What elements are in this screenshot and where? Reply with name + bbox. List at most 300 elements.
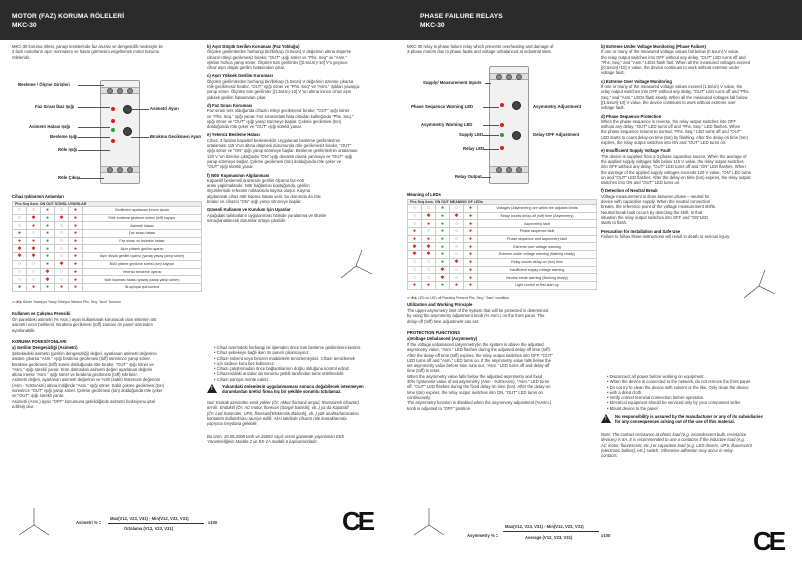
led-state-icon: ● <box>468 274 473 281</box>
text-line: If one or many of the measured voltage values exceed (1.5xUn) V value, the <box>601 84 743 90</box>
section-heading: e) Insufficient Supply Voltage Fault <box>601 148 671 154</box>
text-line: When the phase sequence is reverse, the relay output switches into OFF <box>601 118 736 124</box>
led-state-icon: ● <box>31 222 36 229</box>
led-state-icon: ○ <box>31 268 36 275</box>
bullet-item: • Cihaz üzerindeki herhangi bir işlemden önce tüm besleme gerilimlerini kesiniz. <box>214 345 362 350</box>
led-state-icon: ✱ <box>454 259 459 266</box>
led-meaning: Aşırı düşük gerilim uyarısı (yavaş yavaş yanıp söner) <box>83 253 202 261</box>
led-state-icon: ● <box>440 205 445 212</box>
table-row <box>408 243 597 251</box>
led-state-icon: ● <box>468 259 473 266</box>
led-state-icon: ○ <box>17 207 22 214</box>
led-state-icon: ● <box>73 276 78 283</box>
text-line: the applied supply voltages falls below 115 V value, the relay output switches <box>601 158 744 164</box>
bullet-item: • için sadece kuru bez kullanınız. <box>214 360 275 366</box>
text-line: bırakır ve cihazın "ON" ışığı yanıp sönmeye başlar. <box>207 199 302 205</box>
text-line: device with capacitive supply. When the neutral connection <box>601 199 711 205</box>
text-line: "Phs. Seq." and "Asm." LEDs flash fast. When all the measured voltages exceed <box>601 59 751 65</box>
led-state-icon: ○ <box>412 205 417 212</box>
label-supply-led: Besleme Işığı <box>50 134 78 139</box>
bullet-item: • Disconnect all power before working on equipment. <box>607 374 705 379</box>
text-line: The device is supplied from a 3-phase capacitive source. When the average of <box>601 153 747 159</box>
led-state-icon: ● <box>45 261 50 268</box>
led-table-title: Meaning of LEDs <box>407 192 441 197</box>
led-state-icon: ○ <box>59 230 64 237</box>
section-heading: f) Nötr Kopmasının Algılanması <box>207 172 270 178</box>
text-line: switches into ON and "OUT" LED turns on. <box>601 180 681 186</box>
label-delay-adj: Bırakma Gecikmesi Ayarı <box>150 134 202 139</box>
text-line: voltage fault. <box>601 105 625 111</box>
neutral-break-diagram <box>741 268 777 304</box>
supply-led <box>111 128 115 132</box>
label-relay-led: Röle Işığı <box>58 147 78 152</box>
text-line: ışığı söner ve "OUT" ışığı yanıp sönmeye başlar. Çekme gecikmesi (ton) <box>207 118 342 124</box>
model-name: MKC-30 <box>420 22 445 29</box>
protection-a-title: a)Voltage Unbalanced (Asymmetry) <box>407 336 478 341</box>
text-line: röle gecikmesiz bırakır, "OUT" ışığı söner ve "Phs. Seq" ve "Asm." ışıkları yavaşça <box>207 84 360 90</box>
led-state-icon: ○ <box>31 207 36 214</box>
text-line: Faz sırası ters olduğunda cihazın röleyi gecikmesiz bırakır, "OUT" ışığı söner <box>207 108 350 114</box>
text-line: situation the relay output switches into OFF and "ON"LED <box>601 214 709 220</box>
text-line: sonuçlanabilecek durumlar ortaya çıkabilir. <box>207 217 286 223</box>
bullet-item: • Cihazınızdaki arızalar da sorumlu yetkili tarafından tamir ettirilmelidir. <box>214 371 345 377</box>
led-state-icon: ● <box>412 282 417 289</box>
formula-denominator: Average (V12, V23, V31) <box>525 535 573 540</box>
led-state-icon: ● <box>73 261 78 268</box>
led-state-icon: ● <box>31 238 36 245</box>
protection-title: PROTECTION FUNCTIONS <box>407 330 461 335</box>
bullet-item: • Cihaz şebekeye bağlı iken ön paneli çıkarmayınız. <box>214 350 310 356</box>
note-text: Not: Kontak üzerinden emik yükler (Ör: Akkor flamanlı ampul, Rezistanslı cihazlar) 8A'dir. Endüktif (Ör: AC motor, floresan (Sargılı balastlı), vb..) ya da Kapasitif (Ör: Led Sürücüler, UPS, floresanl(Elektronik Balastlı), vb..) yük anahtarlanacaksa kontaktör kullanılması tavsiye edilir. Aksi takdirde cihazın röle kontaklarında yapışma meydana gelebilir. <box>207 400 360 427</box>
led-state-icon: ● <box>426 236 431 243</box>
led-state-icon: ○ <box>412 266 417 273</box>
english-page <box>401 0 802 567</box>
led-state-icon: ● <box>45 245 50 252</box>
led-state-icon: ● <box>31 284 36 291</box>
led-state-icon: ✱ <box>17 253 22 260</box>
usage-title: Kullanım ve Çalışma Prensibi <box>12 311 71 316</box>
led-state-icon: ○ <box>454 251 459 258</box>
section-heading: f) Detection of Neutral Break <box>601 188 658 194</box>
text-line: knob is adjusted to "OFF" position <box>407 405 471 411</box>
page-header <box>0 0 401 40</box>
text-line: When the asymmetry value falls below the adjusted asymmetry and fixed <box>407 373 543 379</box>
led-state-icon: ○ <box>59 207 64 214</box>
led-state-icon: ○ <box>454 274 459 281</box>
table-row <box>13 237 202 245</box>
bullet-item: • Cihazı çalıştırmadan önce bağlantılarının doğru olduğunu kontrol ediniz. <box>214 366 351 372</box>
text-line: If the voltage unbalanced (asymmetry)in the system is above the adjusted <box>407 342 544 347</box>
relay-led <box>500 146 504 150</box>
led-state-icon: ● <box>73 253 78 260</box>
table-row <box>13 260 202 268</box>
model-name: MKC-30 <box>12 22 37 29</box>
led-meaning-table: Phs Seq Asm. ON OUT MEANING OF LEDs ○ ○ ● ○ ● Voltages (Asymmetry) are within the adjusted limits ○ ✱ ● ✱ ● Relay counts delay-off (toff) time (Asymmetry) ○ ● ● ○ ● Asymmetry fault ● ○ ● ○ ● Phase sequence fault ● ● ● ○ ● Phase sequence and asymmetry fault ✱ ✱ ● ○ ● Extreme over voltage warning ✱ ✱ ● ○ ● Extreme under voltage warning (flashing slowly) ○ ○ ● ✱ ● Relay counts delay-on (ton) time ○ ○ ✱ ○ ● Insufficient supply voltage warning ○ ○ ✱ ○ ● Neutral break warning (flashing slowly) ● ● ● ● ● Light control at first start-up <box>407 199 597 290</box>
led-state-icon: ○ <box>454 228 459 235</box>
section-heading: d) Faz Sırası Koruması <box>207 102 253 108</box>
led-state-icon: ✱ <box>45 276 50 283</box>
led-state-icon: ✱ <box>440 274 445 281</box>
led-state-icon: ● <box>45 207 50 214</box>
ce-mark: CE <box>342 506 373 536</box>
led-state-icon: ○ <box>31 261 36 268</box>
led-state-icon: ● <box>440 228 445 235</box>
led-meaning: Bölü çekme gecikme süresi (ton) sayıyor <box>83 260 202 268</box>
utilization-title: Utilization and Working Principle <box>407 302 473 307</box>
text-line: time (toff) is reset. <box>407 368 441 374</box>
right-right-column <box>601 44 751 239</box>
table-row <box>408 274 597 282</box>
led-state-icon: ● <box>440 236 445 243</box>
led-state-icon: ● <box>17 230 22 237</box>
table-row <box>408 212 597 220</box>
text-line: Kapasitif beslemeli ürünlerde gerilim ölçümü faz-nötr <box>207 177 305 183</box>
led-state-icon: ○ <box>426 205 431 212</box>
text-line: Neutral break fault occurs by detecting the shift. In that <box>601 209 703 215</box>
section-heading: c) Extreme Over Voltage Monitoring <box>601 78 672 84</box>
intro-text: MKC-30 relay is phase failure relay which prevents overheating and damage of 3-phase motors due to phase faults and voltage unbalanced at industrial sites. <box>407 44 554 55</box>
text-line: ışığı söner ve "ON" ışığı yanıp sönmeye başlar. Besleme gerilimlerinin ortalaması <box>207 148 358 154</box>
led-meaning: Relay counts delay-on (ton) time <box>478 258 597 266</box>
text-line: Seq." and "Asm." LEDs flash slowly. When all the measured voltages fall below <box>601 94 748 100</box>
led-state-icon: ○ <box>426 228 431 235</box>
led-state-icon: ● <box>412 228 417 235</box>
text-line: cihaz aşırı düşük gerilim hatasından çıkar. <box>207 65 285 71</box>
table-row <box>13 276 202 284</box>
led-state-icon: ● <box>73 215 78 222</box>
text-line: ortalaması 115 V'un altına düşmesi durumunda röle gecikmesiz bırakır, "OUT" <box>207 143 352 149</box>
text-line: time (ton) expires, the relay output switches into ON, "OUT" LED turns on <box>407 389 543 395</box>
protection-a-text <box>407 342 553 411</box>
led-legend: ●○✱◉ Söner Yanmıyor Yanıp Sönüyor Mevcut Phs. Seq. "Asm" Durumu <box>12 300 121 304</box>
led-meaning: İlk açılışta ışık kontrol <box>83 283 202 291</box>
label-supply-inputs: Supply/ Measurement Inputs <box>423 80 482 85</box>
text-line: the average of the applied supply voltages exceeds 120 V value, "ON" LED turns <box>601 169 751 175</box>
warning-text: Yukarıdaki önlemlerin uygulanmaması sonucu doğabilecek istenmeyen durumlardan üretici firma hiç bir şekilde sorumlu tutulamaz. <box>222 384 364 395</box>
led-state-icon: ○ <box>17 276 22 283</box>
led-state-icon: ○ <box>454 205 459 212</box>
led-meaning: Röle bırakma gecikme süresi (toff) sayıyor <box>83 214 202 222</box>
led-state-icon: ● <box>17 284 22 291</box>
table-row <box>13 268 202 276</box>
led-state-icon: ● <box>45 284 50 291</box>
led-state-icon: ✱ <box>31 253 36 260</box>
page-header <box>401 0 802 40</box>
led-meaning: Nötr kopması hatası (yavaş yavaş yanıp söner) <box>83 276 202 284</box>
text-line: starts to flash. <box>601 220 628 226</box>
formula-label: Asimetri % = <box>76 520 102 525</box>
led-meaning: Neutral break warning (flashing slowly) <box>478 274 597 282</box>
text-line: After the delay-off time (toff) expires, the relay output switches into OFF, "OUT" <box>407 352 553 358</box>
led-state-icon: ○ <box>454 243 459 250</box>
safety-bullets <box>214 345 362 382</box>
section-heading: c) Aşırı Yüksek Gerilim Koruması <box>207 73 273 79</box>
text-line: expires, the relay output switches into ON and "OUT" LED turns on. <box>601 140 727 146</box>
section-heading: Güvenli Kullanım ve Kurulum İçin Uyarılar <box>207 207 291 213</box>
bullet-item: • Mount device to the panel <box>607 405 658 411</box>
asymmetry-knob <box>512 101 521 110</box>
ce-mark: CE <box>753 526 784 556</box>
bullet-item: • Cihazı solvent veya benzeri maddelerle temizlemeyiniz. Cihazı temizlemek <box>214 355 355 361</box>
text-line: breaks, the reference point of the voltage measurement shifts. <box>601 204 716 210</box>
label-supply-led: Supply LED <box>459 132 484 137</box>
bullet-item: • When the device is connected to the network, do not remove the front panel. <box>607 379 752 385</box>
table-row <box>13 230 202 238</box>
delay-knob <box>123 127 132 136</box>
text-line: üstüne çıkarsa "Asm." ışığı bırakma gecikmesi (toff) süresince yanıp söner. <box>12 356 151 362</box>
section-heading: b) Extreme Under Voltage Monitoring (Phase Failure) <box>601 44 706 49</box>
led-state-icon: ✱ <box>426 243 431 250</box>
table-row <box>408 251 597 259</box>
text-line: Voltage measurement is done between phase – neutral for <box>601 193 710 199</box>
led-state-icon: ● <box>454 282 459 289</box>
led-state-icon: ○ <box>412 213 417 220</box>
led-meaning: Voltages (Asymmetry) are within the adjusted limits <box>478 205 597 213</box>
text-line: (Asm - %30xAsm) altına indiğinde "Asm." ışığı söner. Sabit çekme gecikmesi (ton) <box>12 382 165 388</box>
led-state-icon: ● <box>45 215 50 222</box>
text-line: voltage fault. <box>601 70 625 76</box>
text-line: ve "OUT" ışığı sürekli yanar. <box>12 393 65 399</box>
led-state-icon: ✱ <box>45 268 50 275</box>
label-relay-output: Röle Çıkışı <box>58 175 80 180</box>
led-state-icon: ● <box>468 282 473 289</box>
phase-sequence-led <box>500 103 504 107</box>
led-state-icon: ● <box>45 253 50 260</box>
neutral-break-diagram <box>338 248 374 284</box>
led-state-icon: ● <box>468 236 473 243</box>
led-state-icon: ● <box>468 220 473 227</box>
text-line: Asimetri değeri, ayarlanan asimetri değerinin ve %30 (sabit) histerezis değerinin <box>12 377 161 383</box>
led-meaning: Faz sırası hatası <box>83 230 202 238</box>
table-row <box>13 207 202 215</box>
table-row <box>13 222 202 230</box>
text-line: 120 V 'un üzerine çıktığında "ON" ışığı devamlı olarak yanmaya ve "OUT" ışığı <box>207 153 353 159</box>
relay-device <box>100 80 140 184</box>
regulation-text: Bu ürün, 30.05.2008 tarih ve 26893 sayılı resmi gazetede yayınlanan EEE Yönetmeliğinin Madde 2 ve EK-1A madde 6 kapsamındadır. <box>207 434 345 445</box>
page-title: MOTOR (FAZ) KORUMA RÖLELERİ <box>12 13 125 20</box>
led-state-icon: ● <box>440 259 445 266</box>
section-heading: e) Yetersiz Besleme Hatası <box>207 132 260 138</box>
led-state-icon: ● <box>468 205 473 212</box>
table-row <box>408 235 597 243</box>
text-line: ölçümlerinde referans noktasında kayma oluşur. Kayma <box>207 188 311 194</box>
led-meaning: Phase sequence fault <box>478 228 597 236</box>
led-state-icon: ○ <box>426 274 431 281</box>
utilization-text: The upper asymmetry limit of the system that will be protected is determined by using the asymmetry adjustment knob (% Asm.) on the front panel. The delay-off (toff) time adjustment can set. <box>407 308 549 324</box>
table-row <box>408 266 597 274</box>
asymmetry-vector-diagram <box>14 505 54 545</box>
text-line: [(1.5xUn)-10] V value, the device continues to work without extreme over <box>601 99 736 105</box>
text-line: asymmetry value, "Asm." LED flashes during the adjusted delay-off time (toff). <box>407 347 552 353</box>
led-state-icon: ○ <box>59 238 64 245</box>
led-state-icon: ✱ <box>412 243 417 250</box>
led-state-icon: ● <box>17 238 22 245</box>
text-line: edilmiş olur. <box>12 403 35 409</box>
led-state-icon: ○ <box>412 259 417 266</box>
text-line: The asymmetry function is disabled when the asymmetry adjustment (%Asm.) <box>407 400 552 406</box>
warning-text: No responsibility is assured by the manufacturer or any of its subsidiaries for any consequences arising out of the use of this material. <box>615 414 763 425</box>
text-line: off. "OUT" LED flashes during the fixed delay-on time (ton). After the delay-on <box>407 384 551 390</box>
led-state-icon: ○ <box>59 245 64 252</box>
led-state-icon: ● <box>45 230 50 237</box>
usage-text: Ön paneldeki asimetri (% Asm.) ayarı kullanılarak korunacak olan sistemin üst asimetri sınırı belirlenir. Bırakma gecikmesi (toff) zamanı ön panel üzerinden ayarlanabilir. <box>12 317 157 333</box>
left-right-column <box>207 44 360 223</box>
text-line: Asimetri (Asm.) ayarı "OFF" konumuna getirildiğinde asimetri fonksiyonu iptal <box>12 398 155 404</box>
led-state-icon: ● <box>73 222 78 229</box>
text-line: continuously. <box>407 394 432 400</box>
text-line: set asymmetry value before time runs out, "Asm." LED turns off and delay-off <box>407 363 550 369</box>
led-state-icon: ○ <box>59 268 64 275</box>
label-asymmetry-adj: Asimetri Ayarı <box>150 106 179 111</box>
led-state-icon: ○ <box>59 222 64 229</box>
text-line: yanıp söner. Ölçülen tüm gerilimler [(1.5xUn)-10] V 'un altına inince cihaz aşırı <box>207 89 352 95</box>
led-state-icon: ● <box>468 243 473 250</box>
led-state-icon: ● <box>73 207 78 214</box>
led-state-icon: ✱ <box>31 245 36 252</box>
led-state-icon: ○ <box>454 266 459 273</box>
led-state-icon: ○ <box>31 276 36 283</box>
led-state-icon: ✱ <box>31 215 36 222</box>
led-state-icon: ● <box>426 282 431 289</box>
text-line: without any delay, "OUT" LED turns off and "Phs. Seq." LED flashes. When <box>601 124 741 130</box>
led-state-icon: ● <box>468 266 473 273</box>
led-meaning: Extreme over voltage warning <box>478 243 597 251</box>
text-line: "Asm." ışığı sürekli yanar. Süre dolmadan asimetri değeri ayarlanan değerin <box>12 366 153 372</box>
led-table-title: Cihaz Işıklarının Anlamları <box>12 194 64 199</box>
led-state-icon: ● <box>412 236 417 243</box>
text-line: [(0.5xUn)+10] V value, the device continues to work without extreme under <box>601 65 740 71</box>
led-state-icon: ✱ <box>59 261 64 268</box>
table-row <box>408 228 597 236</box>
led-meaning: Aşırı yüksek gerilim uyarısı <box>83 245 202 253</box>
text-line: into OFF without any delay, "OUT" LED turns off and "ON" LED flashes. When <box>601 164 746 170</box>
formula-denominator: Ortalama (V12, V23, V31) <box>124 526 174 531</box>
section-heading: Precaution for Installation and Safe Use <box>601 228 681 234</box>
intro-text: MKC-30 koruma rölesi, yanayi tesislerinde faz arızası ve dengesizlik nedeniyle ile 3 fazlı motorların aşırı ısınmasını ve hasar görmesini engellemek motor koruma röleleridir. <box>12 44 163 60</box>
text-line: LED turns off and "Asm." LED turns on. If the asymmetry value falls below the <box>407 357 551 363</box>
text-line: dolduğunda röle çeker ve "OUT" ışığı sürekli yanar. <box>207 124 302 130</box>
led-state-icon: ✱ <box>454 213 459 220</box>
text-line: altına inerse "Asm." ışığı söner ve bırakma gecikmesi (toff) sıfırlanır. <box>12 372 138 378</box>
text-line: Failure to follow those instructions will result in death or serious injury. <box>601 233 731 239</box>
table-row <box>408 220 597 228</box>
table-row <box>13 283 202 291</box>
text-line: algılanarak cihaz nötr kopma hatası verir, bu durumda da röle <box>207 193 321 199</box>
section-heading: b) Aşırı Düşük Gerilim Koruması (Faz Yokluğu) <box>207 44 300 49</box>
led-state-icon: ● <box>440 282 445 289</box>
text-line: süresince "OUT" ışığı yanıp söner. Çekme gecikmesi (ton) dolduğunda röle çeker <box>12 388 163 394</box>
bullet-item: • Electrical equipment should be serviced only by your component seller. <box>607 400 742 406</box>
text-line: Şebekedeki asimetri (gerilim dengesizliği) değeri, ayarlanan asimetri değerinin <box>12 351 157 356</box>
text-line: LED starts to count delay-on time (ton) by flashing. After the delay-on time (ton) <box>601 134 748 140</box>
led-state-icon: ● <box>440 220 445 227</box>
text-line: relay output switches into OFF without any delay, "OUT" LED turns off and "Phs. <box>601 89 750 95</box>
led-legend: ●○✱◉ LED on LED off Flashing Present Phs. Seq / "Asm" condition <box>407 296 510 300</box>
led-meaning: Yetersiz besleme uyarısı <box>83 268 202 276</box>
led-state-icon: ● <box>73 245 78 252</box>
led-state-icon: ○ <box>426 266 431 273</box>
led-meaning: Insufficient supply voltage warning <box>478 266 597 274</box>
text-line: yanıp sönmeye başlar. Çekme gecikmesi (ton) dolduğunda röle çeker ve <box>207 158 342 164</box>
label-relay-led: Relay LED <box>463 146 485 151</box>
text-line: If one or many of the measured voltage values fall below (0.6xUn) V value, <box>601 49 740 55</box>
label-asymmetry-adj: Asymmetry Adjustment <box>533 104 582 109</box>
text-line: ışıkları hızlıca yanıp söner. Ölçülen tüm gerilimler [(0.5xUn)+10] V'u geçince <box>207 59 348 65</box>
led-state-icon: ● <box>440 251 445 258</box>
relay-led <box>111 139 115 143</box>
led-state-icon: ○ <box>412 274 417 281</box>
led-state-icon: ✱ <box>440 266 445 273</box>
section-heading: d) Phase Sequence Protection <box>601 113 662 119</box>
table-row <box>408 205 597 213</box>
asymmetry-led <box>500 123 504 127</box>
label-asymmetry-led: Asimetri Hatası Işığı <box>29 124 71 129</box>
label-phase-seq-led: Faz Sırası İkaz Işığı <box>35 104 75 109</box>
led-state-icon: ✱ <box>17 245 22 252</box>
phase-sequence-led <box>111 107 115 111</box>
warning-icon: ! <box>207 384 217 393</box>
led-meaning: Asymmetry fault <box>478 220 597 228</box>
led-state-icon: ● <box>59 284 64 291</box>
formula-numerator: Max(V12, V23, V31) - Min(V12, V23, V31) <box>505 524 584 529</box>
text-line: on and "OUT" LED flashes. After the delay-on time (ton) expires, the relay output <box>601 174 751 180</box>
label-supply-inputs: Besleme / Ölçme Girişleri <box>18 82 70 87</box>
label-phase-seq-led: Phase Sequence Warning LED <box>411 104 474 109</box>
led-meaning: Light control at first start-up <box>478 281 597 289</box>
delay-knob <box>512 131 521 140</box>
led-state-icon: ○ <box>454 220 459 227</box>
led-state-icon: ● <box>468 251 473 258</box>
note-text: Note: The contact resistance at ohmic load (e.g. incandescent bulb, resistance devices) is 8A. It is recommended to use a contactor if the inductive load (e.g. AC motor, fluorescent, etc.) or capacitive load (e.g. LED drivers, UPS, fluorescent (electronic ballast), etc.) switch. Otherwise adhesion may occur in relay contacts. <box>601 432 752 459</box>
led-state-icon: ○ <box>412 220 417 227</box>
led-state-icon: ✱ <box>426 213 431 220</box>
led-meaning: Relay counts delay-off (toff) time (Asymmetry) <box>478 212 597 220</box>
led-state-icon: ● <box>73 284 78 291</box>
table-row <box>13 253 202 261</box>
bullet-item: • Verify correct terminal connection before operation. <box>607 395 705 401</box>
led-state-icon: ○ <box>17 261 22 268</box>
text-line: the phase sequence returns to normal, "Phs. Seq." LED turns off and "OUT" <box>601 129 742 135</box>
text-line: "OUT" ışığı sürekli yanar. <box>207 164 254 170</box>
text-line: Ölçülen gerilimlerden herhangi biri/birkaçı (1.5xUn) V değerinin üzerine çıkarsa <box>207 78 354 84</box>
safety-bullets <box>607 374 751 411</box>
functions-title: KORUMA FONKSİYONLARI <box>12 339 67 344</box>
formula-multiplier: x100 <box>208 520 218 525</box>
text-line: Ölçülen gerilimlerden herhangi biri/birkaçı (0.6xUn) V değerinin altına düşerse <box>207 49 352 55</box>
led-state-icon: ○ <box>17 222 22 229</box>
text-line: arası yapılmaktadır. Nötr bağlantısı koptuğunda, gerilim <box>207 183 310 189</box>
supply-led <box>500 133 504 137</box>
text-line: cihazın röleyi gecikmesiz bırakır, "OUT" ışığı söner ve "Phs. Seq" ve "Asm." <box>207 54 347 60</box>
led-state-icon: ○ <box>59 276 64 283</box>
formula-multiplier: x100 <box>601 533 611 538</box>
page-title: PHASE FAILURE RELAYS <box>420 13 503 20</box>
led-meaning: Extreme under voltage warning (flashing slowly) <box>478 251 597 259</box>
text-line: Cihaz, 3 fazdan kapasitif beslemelidir. Uygulanan besleme gerilimlerinin <box>207 137 340 143</box>
function-a-text <box>12 351 164 409</box>
led-state-icon: ○ <box>426 259 431 266</box>
text-line: Bırakma gecikmesi (toff) süresi dolduğunda röle bırakır, "OUT" ışığı söner ve <box>12 361 154 367</box>
warning-icon: ! <box>601 414 611 423</box>
led-state-icon: ● <box>73 238 78 245</box>
table-row <box>408 281 597 289</box>
led-state-icon: ○ <box>17 268 22 275</box>
led-state-icon: ● <box>45 222 50 229</box>
led-meaning: Faz sırası ve Asimetri hatası <box>83 237 202 245</box>
asymmetry-led <box>111 119 115 123</box>
formula-label: Asymmetry % = <box>467 533 499 538</box>
label-asymmetry-led: Asymmetry Warning LED <box>421 122 473 127</box>
